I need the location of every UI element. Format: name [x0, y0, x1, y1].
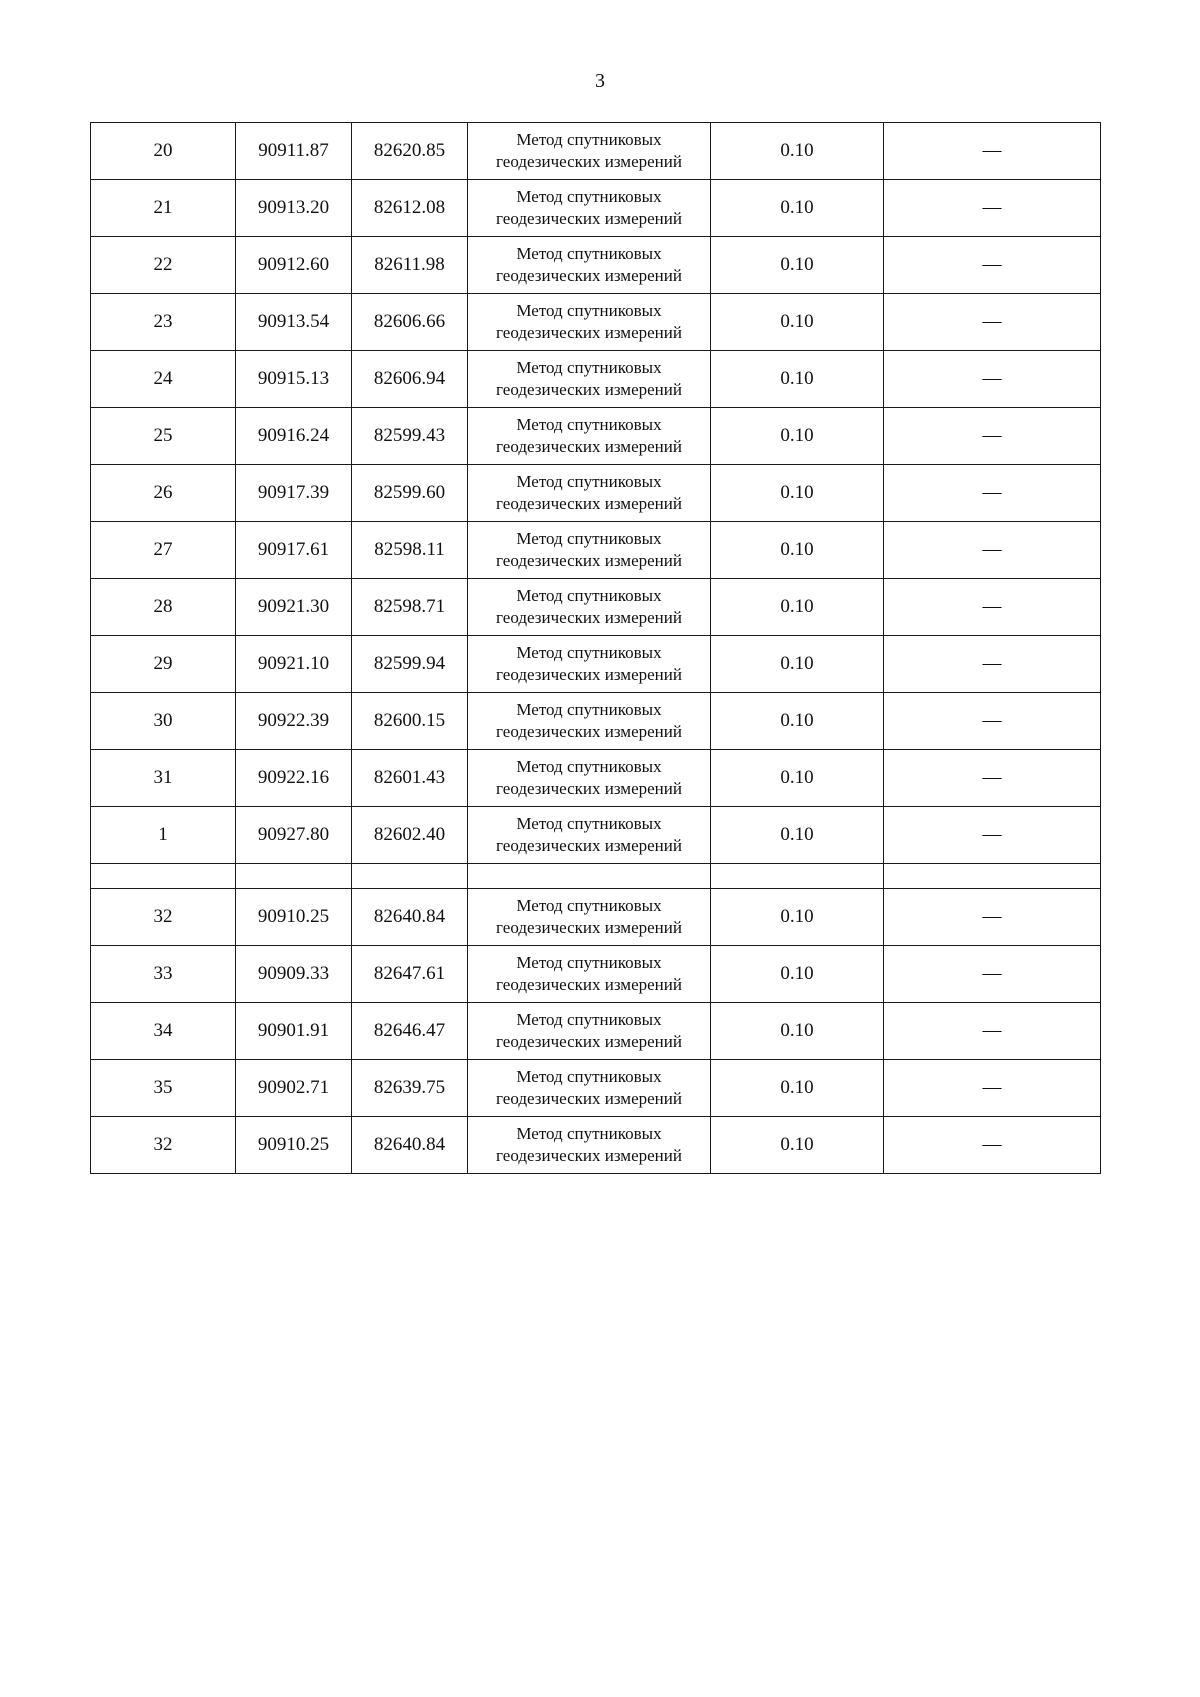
method-line-2: геодезических измерений	[496, 323, 682, 342]
x-coordinate-cell: 90915.13	[236, 351, 352, 408]
method-line-1: Метод спутниковых	[516, 244, 662, 263]
method-line-2: геодезических измерений	[496, 975, 682, 994]
method-line-2: геодезических измерений	[496, 1089, 682, 1108]
note-cell: —	[884, 1003, 1101, 1060]
note-cell: —	[884, 636, 1101, 693]
x-coordinate-cell: 90917.61	[236, 522, 352, 579]
empty-cell	[884, 864, 1101, 889]
table-row	[91, 522, 1101, 579]
x-coordinate-cell: 90913.20	[236, 180, 352, 237]
method-line-1: Метод спутниковых	[516, 814, 662, 833]
method-line-2: геодезических измерений	[496, 152, 682, 171]
x-coordinate-cell: 90910.25	[236, 889, 352, 946]
method-line-1: Метод спутниковых	[516, 586, 662, 605]
point-number-cell: 32	[91, 1117, 236, 1174]
table-row	[91, 693, 1101, 750]
y-coordinate-cell: 82599.60	[352, 465, 468, 522]
note-cell: —	[884, 807, 1101, 864]
accuracy-cell: 0.10	[711, 522, 884, 579]
accuracy-cell: 0.10	[711, 579, 884, 636]
method-line-2: геодезических измерений	[496, 836, 682, 855]
method-cell	[468, 123, 711, 180]
accuracy-cell: 0.10	[711, 180, 884, 237]
method-line-2: геодезических измерений	[496, 1146, 682, 1165]
page-number: 3	[595, 70, 605, 92]
y-coordinate-cell: 82640.84	[352, 889, 468, 946]
method-line-1: Метод спутниковых	[516, 1010, 662, 1029]
method-line-2: геодезических измерений	[496, 551, 682, 570]
x-coordinate-cell: 90909.33	[236, 946, 352, 1003]
accuracy-cell: 0.10	[711, 123, 884, 180]
accuracy-cell: 0.10	[711, 351, 884, 408]
table-row	[91, 750, 1101, 807]
table-row	[91, 579, 1101, 636]
method-cell	[468, 522, 711, 579]
method-line-2: геодезических измерений	[496, 437, 682, 456]
point-number-cell: 32	[91, 889, 236, 946]
point-number-cell: 29	[91, 636, 236, 693]
table-row	[91, 294, 1101, 351]
y-coordinate-cell: 82620.85	[352, 123, 468, 180]
method-line-2: геодезических измерений	[496, 494, 682, 513]
empty-cell	[352, 864, 468, 889]
method-line-2: геодезических измерений	[496, 266, 682, 285]
note-cell: —	[884, 351, 1101, 408]
note-cell: —	[884, 693, 1101, 750]
empty-cell	[91, 864, 236, 889]
method-cell	[468, 1117, 711, 1174]
table-row	[91, 237, 1101, 294]
method-cell	[468, 351, 711, 408]
table-row	[91, 180, 1101, 237]
y-coordinate-cell: 82602.40	[352, 807, 468, 864]
x-coordinate-cell: 90911.87	[236, 123, 352, 180]
method-line-1: Метод спутниковых	[516, 187, 662, 206]
note-cell: —	[884, 408, 1101, 465]
y-coordinate-cell: 82647.61	[352, 946, 468, 1003]
accuracy-cell: 0.10	[711, 1003, 884, 1060]
method-line-2: геодезических измерений	[496, 779, 682, 798]
x-coordinate-cell: 90922.39	[236, 693, 352, 750]
point-number-cell: 26	[91, 465, 236, 522]
coordinates-table-body	[91, 123, 1101, 1174]
method-line-2: геодезических измерений	[496, 918, 682, 937]
point-number-cell: 31	[91, 750, 236, 807]
accuracy-cell: 0.10	[711, 889, 884, 946]
table-row	[91, 465, 1101, 522]
point-number-cell: 20	[91, 123, 236, 180]
accuracy-cell: 0.10	[711, 946, 884, 1003]
y-coordinate-cell: 82601.43	[352, 750, 468, 807]
accuracy-cell: 0.10	[711, 237, 884, 294]
note-cell: —	[884, 522, 1101, 579]
y-coordinate-cell: 82606.66	[352, 294, 468, 351]
accuracy-cell: 0.10	[711, 636, 884, 693]
y-coordinate-cell: 82606.94	[352, 351, 468, 408]
table-row	[91, 1060, 1101, 1117]
y-coordinate-cell: 82640.84	[352, 1117, 468, 1174]
accuracy-cell: 0.10	[711, 408, 884, 465]
method-cell	[468, 946, 711, 1003]
point-number-cell: 30	[91, 693, 236, 750]
note-cell: —	[884, 889, 1101, 946]
method-line-1: Метод спутниковых	[516, 700, 662, 719]
method-cell	[468, 180, 711, 237]
table-row	[91, 408, 1101, 465]
method-cell	[468, 750, 711, 807]
x-coordinate-cell: 90921.30	[236, 579, 352, 636]
point-number-cell: 1	[91, 807, 236, 864]
note-cell: —	[884, 465, 1101, 522]
note-cell: —	[884, 946, 1101, 1003]
method-cell	[468, 636, 711, 693]
y-coordinate-cell: 82598.71	[352, 579, 468, 636]
x-coordinate-cell: 90901.91	[236, 1003, 352, 1060]
x-coordinate-cell: 90921.10	[236, 636, 352, 693]
x-coordinate-cell: 90910.25	[236, 1117, 352, 1174]
method-cell	[468, 408, 711, 465]
empty-cell	[468, 864, 711, 889]
note-cell: —	[884, 294, 1101, 351]
y-coordinate-cell: 82600.15	[352, 693, 468, 750]
method-cell	[468, 889, 711, 946]
method-line-1: Метод спутниковых	[516, 643, 662, 662]
y-coordinate-cell: 82599.43	[352, 408, 468, 465]
x-coordinate-cell: 90922.16	[236, 750, 352, 807]
table-row	[91, 1117, 1101, 1174]
accuracy-cell: 0.10	[711, 807, 884, 864]
accuracy-cell: 0.10	[711, 465, 884, 522]
note-cell: —	[884, 180, 1101, 237]
method-line-1: Метод спутниковых	[516, 1124, 662, 1143]
point-number-cell: 28	[91, 579, 236, 636]
y-coordinate-cell: 82612.08	[352, 180, 468, 237]
table-row	[91, 351, 1101, 408]
y-coordinate-cell: 82639.75	[352, 1060, 468, 1117]
empty-cell	[711, 864, 884, 889]
note-cell: —	[884, 1060, 1101, 1117]
x-coordinate-cell: 90912.60	[236, 237, 352, 294]
method-line-1: Метод спутниковых	[516, 130, 662, 149]
point-number-cell: 25	[91, 408, 236, 465]
x-coordinate-cell: 90917.39	[236, 465, 352, 522]
accuracy-cell: 0.10	[711, 294, 884, 351]
method-line-2: геодезических измерений	[496, 380, 682, 399]
method-line-1: Метод спутниковых	[516, 301, 662, 320]
method-cell	[468, 1060, 711, 1117]
method-line-1: Метод спутниковых	[516, 529, 662, 548]
method-cell	[468, 693, 711, 750]
x-coordinate-cell: 90902.71	[236, 1060, 352, 1117]
point-number-cell: 35	[91, 1060, 236, 1117]
x-coordinate-cell: 90927.80	[236, 807, 352, 864]
method-cell	[468, 237, 711, 294]
point-number-cell: 34	[91, 1003, 236, 1060]
method-line-2: геодезических измерений	[496, 665, 682, 684]
table-row	[91, 1003, 1101, 1060]
accuracy-cell: 0.10	[711, 1117, 884, 1174]
table-row	[91, 807, 1101, 864]
method-cell	[468, 294, 711, 351]
y-coordinate-cell: 82598.11	[352, 522, 468, 579]
separator-row	[91, 864, 1101, 889]
point-number-cell: 21	[91, 180, 236, 237]
method-line-1: Метод спутниковых	[516, 1067, 662, 1086]
method-line-2: геодезических измерений	[496, 1032, 682, 1051]
table-row	[91, 123, 1101, 180]
point-number-cell: 27	[91, 522, 236, 579]
method-line-1: Метод спутниковых	[516, 896, 662, 915]
empty-cell	[236, 864, 352, 889]
y-coordinate-cell: 82611.98	[352, 237, 468, 294]
note-cell: —	[884, 237, 1101, 294]
method-cell	[468, 1003, 711, 1060]
y-coordinate-cell: 82646.47	[352, 1003, 468, 1060]
point-number-cell: 23	[91, 294, 236, 351]
coordinates-table	[90, 122, 1101, 1174]
note-cell: —	[884, 579, 1101, 636]
method-line-2: геодезических измерений	[496, 209, 682, 228]
method-line-2: геодезических измерений	[496, 722, 682, 741]
accuracy-cell: 0.10	[711, 693, 884, 750]
method-line-2: геодезических измерений	[496, 608, 682, 627]
method-cell	[468, 579, 711, 636]
table-row	[91, 946, 1101, 1003]
x-coordinate-cell: 90916.24	[236, 408, 352, 465]
note-cell: —	[884, 123, 1101, 180]
method-line-1: Метод спутниковых	[516, 358, 662, 377]
accuracy-cell: 0.10	[711, 750, 884, 807]
accuracy-cell: 0.10	[711, 1060, 884, 1117]
method-cell	[468, 465, 711, 522]
point-number-cell: 22	[91, 237, 236, 294]
method-line-1: Метод спутниковых	[516, 415, 662, 434]
note-cell: —	[884, 750, 1101, 807]
y-coordinate-cell: 82599.94	[352, 636, 468, 693]
method-line-1: Метод спутниковых	[516, 757, 662, 776]
table-row	[91, 889, 1101, 946]
method-line-1: Метод спутниковых	[516, 472, 662, 491]
point-number-cell: 33	[91, 946, 236, 1003]
method-cell	[468, 807, 711, 864]
x-coordinate-cell: 90913.54	[236, 294, 352, 351]
method-line-1: Метод спутниковых	[516, 953, 662, 972]
point-number-cell: 24	[91, 351, 236, 408]
table-row	[91, 636, 1101, 693]
note-cell: —	[884, 1117, 1101, 1174]
